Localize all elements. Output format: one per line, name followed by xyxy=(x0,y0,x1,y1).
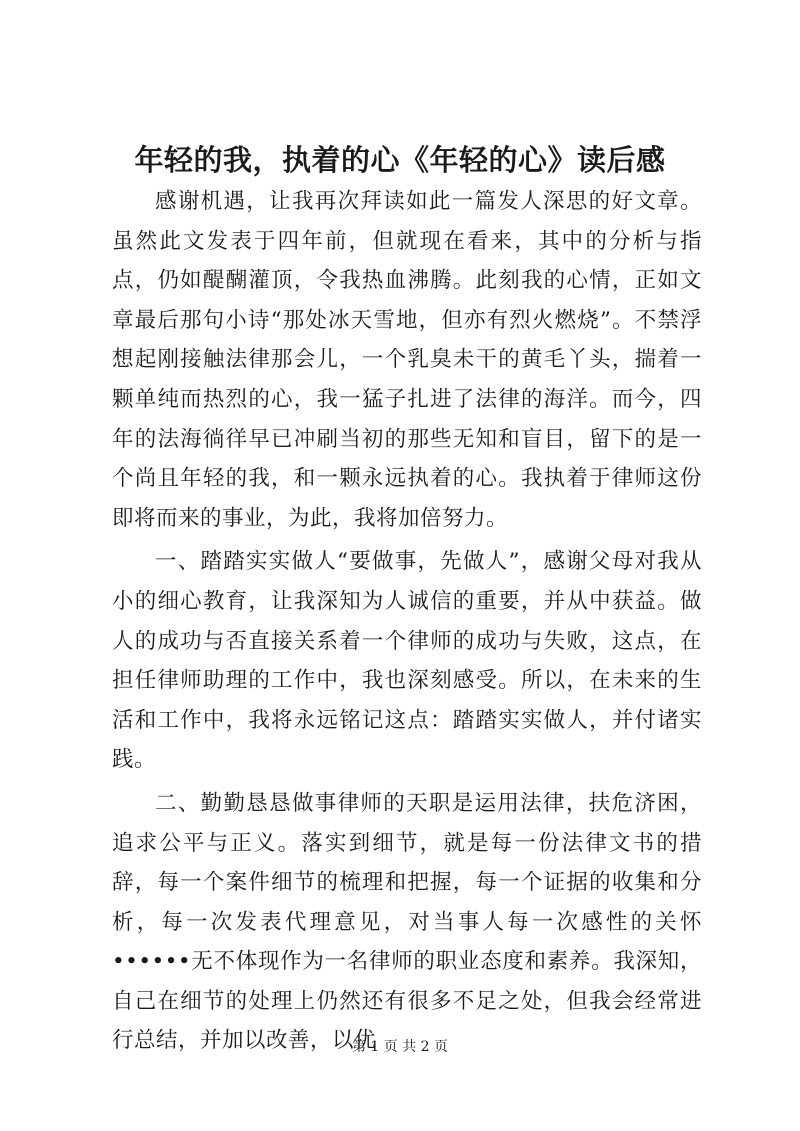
paragraph-section-two: 二、勤勤恳恳做事律师的天职是运用法律，扶危济困，追求公平与正义。落实到细节，就是每一份法律文书的措辞，每一个案件细节的梳理和把握，每一个证据的收集和分析，每一次发表代理意见，对当事人每一次感性的关怀••••••无不体现作为一名律师的职业态度和素养。我深知，自己在细节的处理上仍然还有很多不足之处，但我会经常进行总结，并加以改善，以优 xyxy=(112,790,702,1054)
page-footer: 第 1 页 共 2 页 xyxy=(351,1039,449,1055)
document-body xyxy=(112,182,702,1061)
page-title: 年轻的我，执着的心《年轻的心》读后感 xyxy=(134,143,666,177)
paragraph-section-one: 一、踏踏实实做人“要做事，先做人”，感谢父母对我从小的细心教育，让我深知为人诚信的重要，并从中获益。做人的成功与否直接关系着一个律师的成功与失败，这点，在担任律师助理的工作中，我也深刻感受。所以，在未来的生活和工作中，我将永远铭记这点：踏踏实实做人，并付诸实践。 xyxy=(112,549,702,773)
paragraph-intro: 感谢机遇，让我再次拜读如此一篇发人深思的好文章。虽然此文发表于四年前，但就现在看来，其中的分析与指点，仍如醍醐灌顶，令我热血沸腾。此刻我的心情，正如文章最后那句小诗“那处冰天雪地，但亦有烈火燃烧”。不禁浮想起刚接触法律那会儿，一个乳臭未干的黄毛丫头，揣着一颗单纯而热烈的心，我一猛子扎进了法律的海洋。而今，四年的法海徜徉早已冲刷当初的那些无知和盲目，留下的是一个尚且年轻的我，和一颗永远执着的心。我执着于律师这份即将而来的事业，为此，我将加倍努力。 xyxy=(112,189,702,531)
